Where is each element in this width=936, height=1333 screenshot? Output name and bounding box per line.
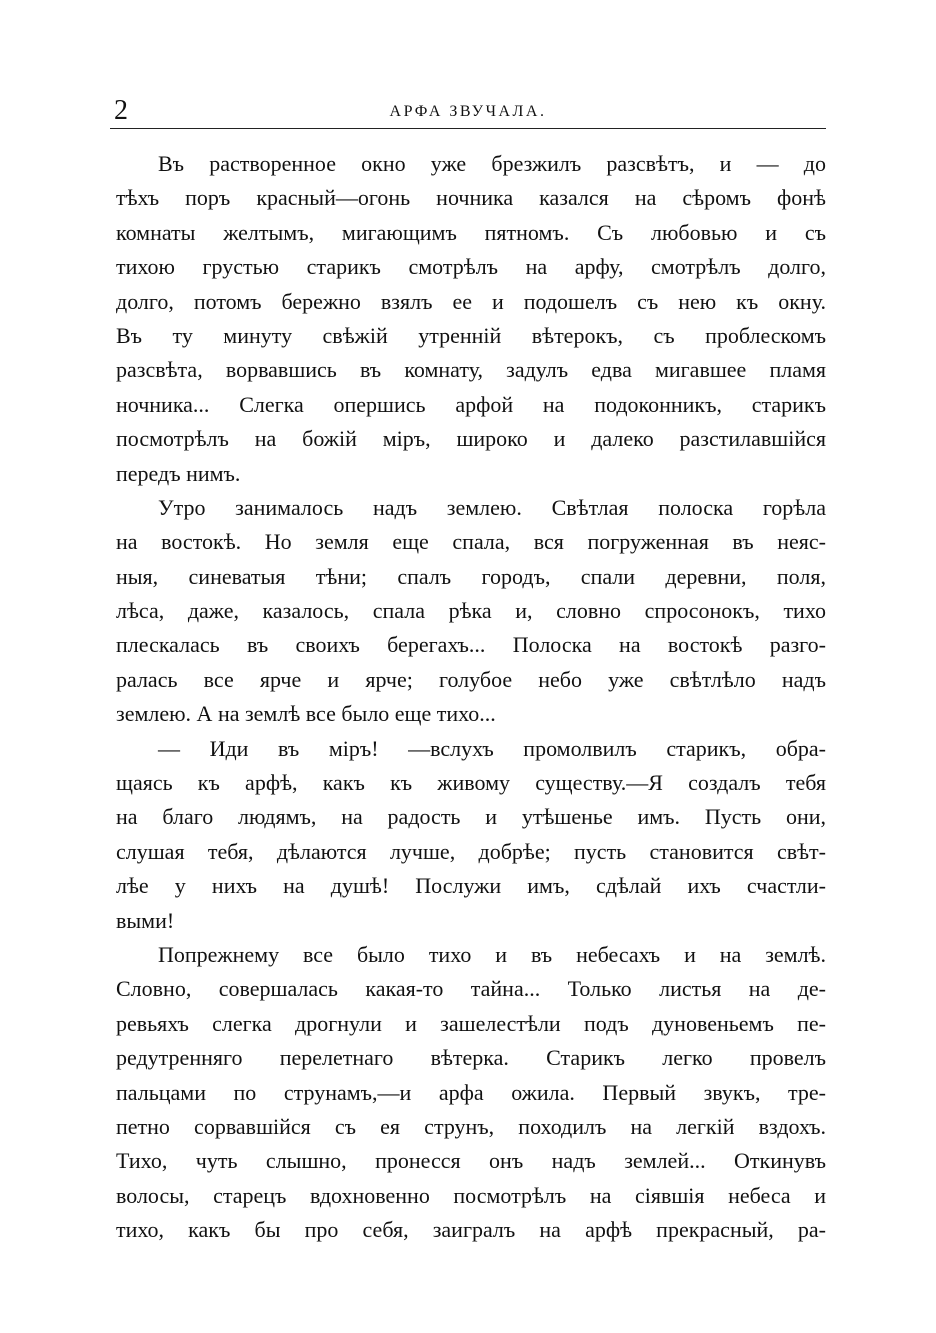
text-line: Попрежнему все было тихо и въ небесахъ и на землѣ. (158, 941, 826, 967)
text-line: на востокѣ. Но земля еще спала, вся погруженная въ неяс- (116, 529, 826, 555)
text-line: тихо, какъ бы про себя, заигралъ на арфѣ прекрасный, ра- (116, 1217, 826, 1243)
text-line: тихою грустью старикъ смотрѣлъ на арфу, смотрѣлъ долго, (116, 254, 826, 280)
text-line: разсвѣта, ворвавшись въ комнату, задулъ едва мигавшее пламя (116, 357, 826, 383)
text-line: лѣе у нихъ на душѣ! Послужи имъ, сдѣлай ихъ счастли- (116, 873, 826, 899)
paragraph-1 (116, 147, 826, 491)
text-line: слушая тебя, дѣлаются лучше, добрѣе; пусть становится свѣт- (116, 838, 826, 864)
header-rule (110, 128, 826, 129)
text-line: на благо людямъ, на радость и утѣшенье имъ. Пусть они, (116, 804, 826, 830)
text-line: комнаты желтымъ, мигающимъ пятномъ. Съ любовью и съ (116, 219, 826, 245)
page-number: 2 (114, 95, 128, 126)
text-line: ревьяхъ слегка дрогнули и зашелестѣли подъ дуновеньемъ пе- (116, 1010, 826, 1036)
text-line: лѣса, даже, казалось, спала рѣка и, словно спросонокъ, тихо (116, 598, 826, 624)
text-line: выми! (116, 907, 175, 933)
text-line: плескалась въ своихъ берегахъ... Полоска на востокѣ разго- (116, 632, 826, 658)
text-line: передъ нимъ. (116, 460, 241, 486)
text-line: Утро занималось надъ землею. Свѣтлая полоска горѣла (158, 494, 826, 520)
text-line: петно сорвавшійся съ ея струнъ, походилъ на легкій вздохъ. (116, 1113, 826, 1139)
running-title: АРФА ЗВУЧАЛА. (389, 103, 547, 120)
text-line: Тихо, чуть слышно, пронесся онъ надъ землей... Откинувъ (116, 1148, 826, 1174)
text-line: щаясь къ арфѣ, какъ къ живому существу.—Я создалъ тебя (116, 770, 826, 796)
text-line: Въ ту минуту свѣжій утренній вѣтерокъ, съ проблескомъ (116, 322, 826, 348)
text-line: волосы, старецъ вдохновенно посмотрѣлъ на сіявшія небеса и (116, 1182, 826, 1208)
text-line: пальцами по струнамъ,—и арфа ожила. Первый звукъ, тре- (116, 1079, 826, 1105)
text-line: тѣхъ поръ красный—огонь ночника казался на сѣромъ фонѣ (116, 185, 826, 211)
text-line: посмотрѣлъ на божій міръ, широко и далеко разстилавшійся (116, 426, 826, 452)
running-head (110, 96, 826, 132)
text-line: ныя, синеватыя тѣни; спалъ городъ, спали деревни, поля, (116, 563, 826, 589)
text-line: Словно, совершалась какая-то тайна... Только листья на де- (116, 976, 826, 1002)
text-line: — Иди въ міръ! —вслухъ промолвилъ старикъ, обра- (158, 735, 826, 761)
paragraph-2 (116, 491, 826, 732)
text-line: ночника... Слегка опершись арфой на подоконникъ, старикъ (116, 391, 826, 417)
paragraph-3 (116, 732, 826, 938)
paragraph-4 (116, 938, 826, 1248)
text-line: Въ растворенное окно уже брезжилъ разсвѣтъ, и — до (158, 151, 826, 176)
text-line: ралась все ярче и ярче; голубое небо уже свѣтлѣло надъ (116, 666, 826, 692)
text-line: долго, потомъ бережно взялъ ее и подошелъ съ нею къ окну. (116, 288, 826, 314)
body-text (116, 147, 826, 1248)
text-line: редутренняго перелетнаго вѣтерка. Старикъ легко провелъ (116, 1045, 826, 1071)
text-line: землею. А на землѣ все было еще тихо... (116, 701, 496, 727)
